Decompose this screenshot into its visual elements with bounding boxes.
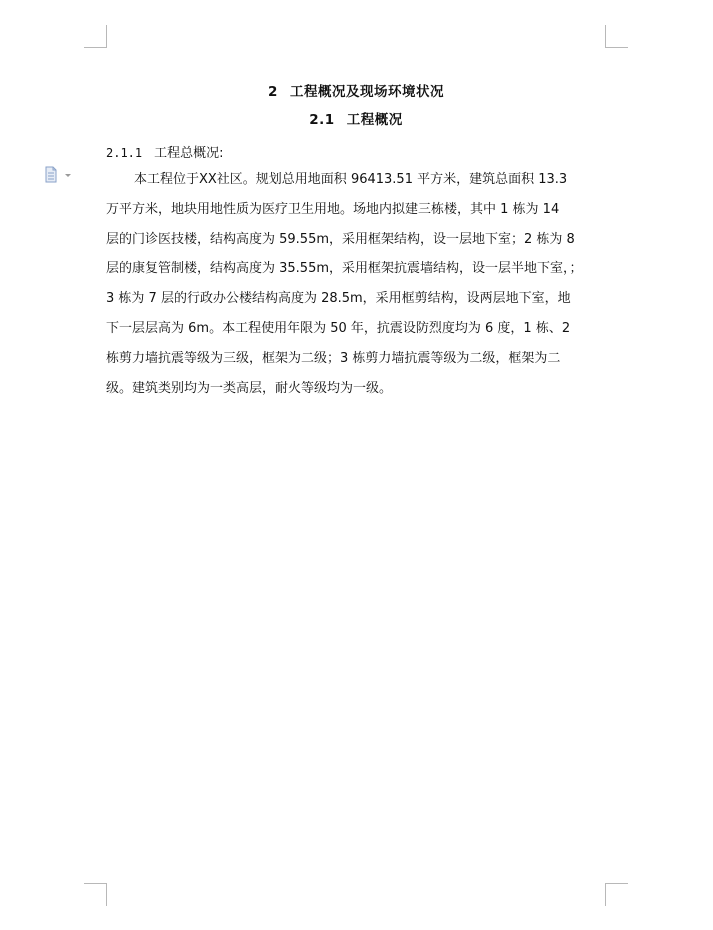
paragraph-line: 下一层层高为 6m。本工程使用年限为 50 年，抗震设防烈度均为 6 度，1 栋、2 xyxy=(106,320,571,336)
subsection-heading xyxy=(106,108,606,128)
section-number: 2 xyxy=(268,84,278,100)
document-icon[interactable] xyxy=(44,166,74,184)
paragraph-line: 层的门诊医技楼，结构高度为 59.55m，采用框架结构，设一层地下室；2 栋为 8 xyxy=(106,231,575,247)
crop-mark-top-left xyxy=(84,25,107,48)
subsection-title: 工程概况 xyxy=(346,112,403,128)
section-title: 工程概况及现场环境状况 xyxy=(289,84,444,100)
sub-subsection-number: 2.1.1 xyxy=(106,146,143,160)
paragraph-line: 层的康复管制楼，结构高度为 35.55m，采用框架抗震墙结构，设一层半地下室，； xyxy=(106,261,583,277)
subsection-number: 2.1 xyxy=(309,112,335,128)
document-icon-graphic xyxy=(44,166,74,184)
sub-subsection-title: 工程总概况: xyxy=(154,146,224,161)
body-paragraph xyxy=(106,171,606,409)
paragraph-line: 本工程位于XX社区。规划总用地面积 96413.51 平方米，建筑总面积 13.3 xyxy=(134,172,568,187)
crop-mark-top-right xyxy=(605,25,628,48)
section-heading xyxy=(106,80,606,100)
paragraph-line: 级。建筑类别均为一类高层，耐火等级均为一级。 xyxy=(106,380,393,396)
paragraph-line: 万平方米，地块用地性质为医疗卫生用地。场地内拟建三栋楼，其中 1 栋为 14 xyxy=(106,201,560,217)
paragraph-line: 栋剪力墙抗震等级为三级，框架为二级；3 栋剪力墙抗震等级为二级，框架为二 xyxy=(106,350,561,366)
paragraph-line: 3 栋为 7 层的行政办公楼结构高度为 28.5m，采用框剪结构，设两层地下室，地 xyxy=(106,291,571,307)
sub-subsection-heading xyxy=(106,142,224,161)
crop-mark-bottom-left xyxy=(84,883,107,906)
crop-mark-bottom-right xyxy=(605,883,628,906)
